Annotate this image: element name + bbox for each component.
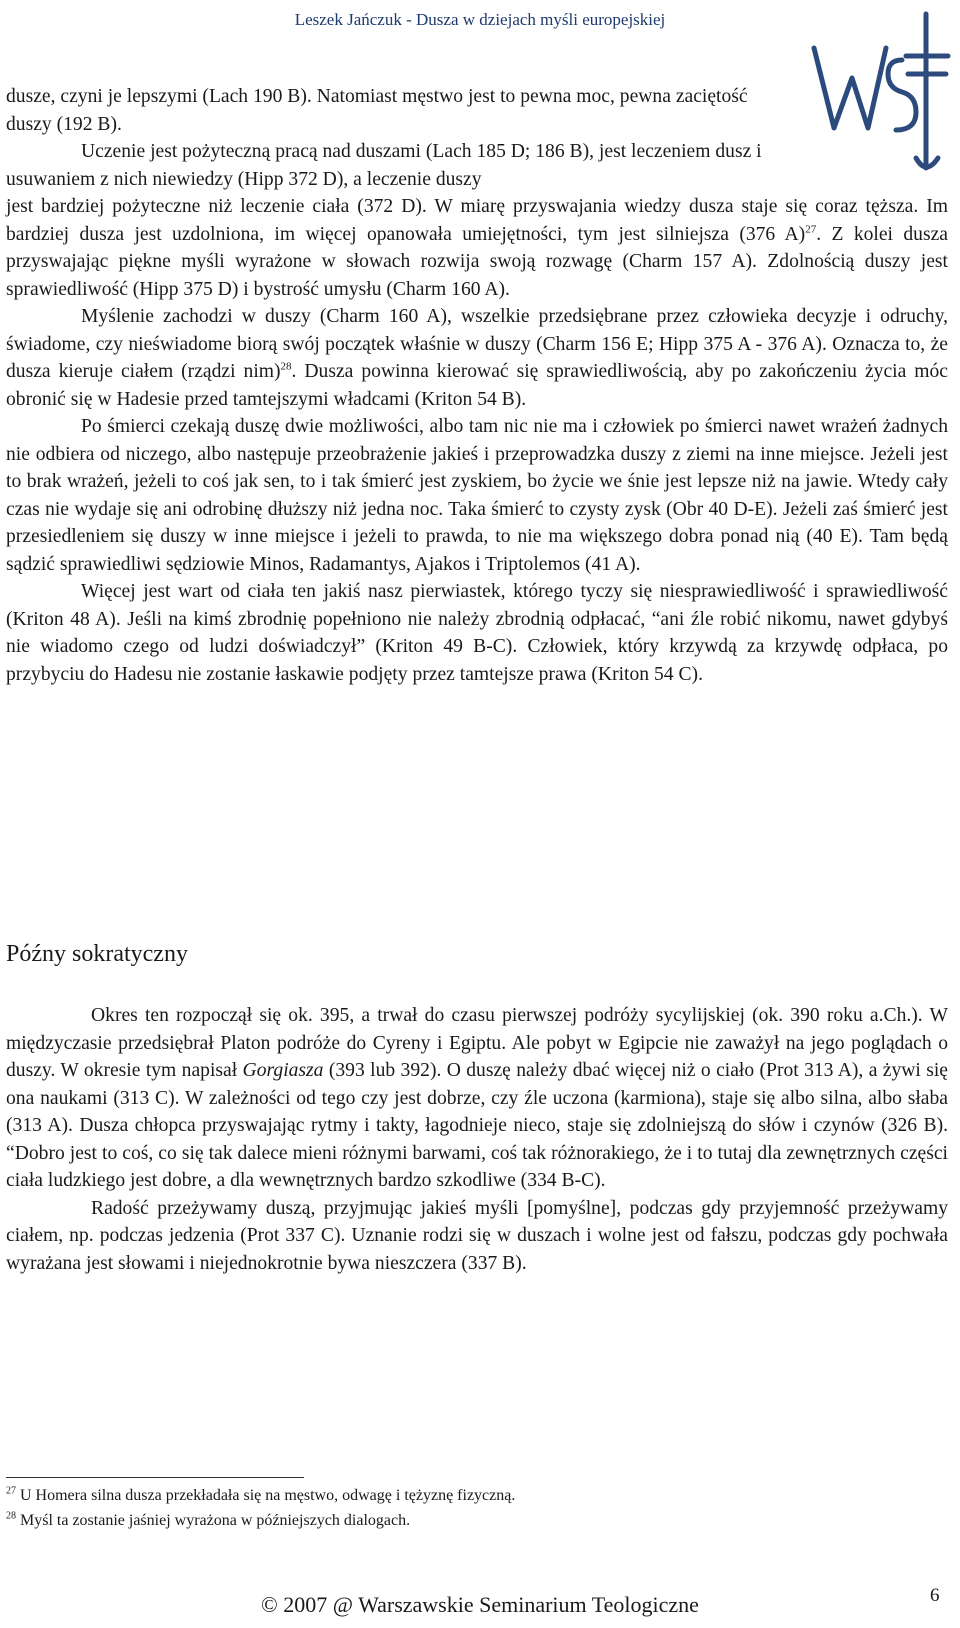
paragraph: Radość przeżywamy duszą, przyjmując jakieś myśli [pomyślne], podczas gdy przyjemność przeżywamy ciałem, np. podczas jedzenia (Prot 337 C). Uznanie rodzi się w duszach i wolne jest od fałszu, podczas gdy pochwała wyrażana jest słowami i niejednokrotnie bywa nieszczera (337 B). (6, 1197, 948, 1274)
paragraph (6, 193, 948, 303)
footnote (6, 1483, 515, 1508)
book-title: Gorgiasza (242, 1060, 324, 1081)
paragraph-text: jest bardziej pożyteczne niż leczenie ciała (372 D). W miarę przyswajania wiedzy dusza staje się coraz tęższa. Im bardziej dusza jest uzdolniona, im więcej opanowała umiejętności, tym jest silniejsza (376 A) (6, 196, 948, 245)
paragraph: Uczenie jest pożyteczną pracą nad duszami (Lach 185 D; 186 B), jest leczeniem dusz i usuwaniem z nich niewiedzy (Hipp 372 D), a leczenie duszy (6, 141, 762, 190)
footnote-number: 28 (6, 1510, 16, 1522)
paragraph-text: Okres ten rozpoczął się ok. 395, a trwał do czasu pierwszej podróży sycylijskiej (ok. 390 roku a.Ch.). W międzyczasie przedsiębrał Platon podróże do Cyreny i Egiptu. Ale pobyt w Egipcie nie zaważył na jego poglądach o duszy. W okresie tym napisał (6, 1005, 948, 1081)
footnote-ref[interactable]: 27 (805, 222, 817, 235)
paragraph: Po śmierci czekają duszę dwie możliwości, albo tam nic nie ma i człowiek po śmierci nawet wrażeń żadnych nie odbiera od niczego, albo następuje przeobrażenie jakieś i przeprowadzka duszy z ziemi na inne miejsce. Jeżeli jest to brak wrażeń, jeżeli to coś jak sen, to i tak śmierć jest zyskiem, bo życie we śnie jest lepsze niż na jawie. Wtedy cały czas nie wydaje się ani odrobinę dłuższy niż jedna noc. Taka śmierć to czysty zysk (Obr 40 D-E). Jeżeli zaś śmierć jest przesiedleniem się duszy w inne miejsce i jeżeli to prawda, to nie ma większego dobra ponad nią (40 E). Tam będą sądzić sprawiedliwi sędziowie Minos, Radamantys, Ajakos i Triptolemos (41 A). (6, 416, 948, 575)
footnote (6, 1508, 515, 1533)
footnote-text: Myśl ta zostanie jaśniej wyrażona w późniejszych dialogach. (20, 1512, 411, 1529)
section-body (6, 1002, 948, 1277)
paragraph (6, 1002, 948, 1195)
footnote-ref[interactable]: 28 (280, 360, 292, 373)
page-footer: © 2007 @ Warszawskie Seminarium Teologiczne (261, 1592, 699, 1617)
footnote-divider (6, 1477, 304, 1478)
footnote-number: 27 (6, 1485, 16, 1497)
paragraph (6, 303, 948, 413)
paragraph-text: . Z kolei dusza przyswajając piękne myśli wyrażone w słowach rozwija swoją rozwagę (Charm 157 A). Zdolnością duszy jest sprawiedliwość (Hipp 375 D) i bystrość umysłu (Charm 160 A). (6, 223, 948, 300)
paragraph-text: (393 lub 392). O duszę należy dbać więcej niż o ciało (Prot 313 A), a żywi się ona naukami (313 C). W zależności od tego czy jest dobrze, czy źle uczona (karmiona), staje się albo silna, albo słaba (313 A). Dusza chłopca przyswajając rytmy i takty, łagodnieje nieco, staje się zdolniejszą do słów i czynów (326 B). “Dobro jest to coś, co się tak dalece mieni różnymi barwami, coś tak różnorakiego, że i to tutaj dla zewnętrznych części ciała ludzkiego jest dobre, a dla wewnętrznych bardzo szkodliwe (334 B-C). (6, 1060, 948, 1191)
paragraph: dusze, czyni je lepszymi (Lach 190 B). Natomiast męstwo jest to pewna moc, pewna zaciętość duszy (192 B). (6, 86, 748, 135)
section-heading: Późny sokratyczny (6, 941, 188, 967)
paragraph-text: . Dusza powinna kierować się sprawiedliwością, aby po zakończeniu życia móc obronić się w Hadesie przed tamtejszymi władcami (Kriton 54 B). (6, 361, 948, 410)
page-header: Leszek Jańczuk - Dusza w dziejach myśli europejskiej (294, 10, 666, 29)
body-text (6, 83, 948, 688)
page-number: 6 (930, 1585, 940, 1606)
footnote-text: U Homera silna dusza przekładała się na męstwo, odwagę i tężyznę fizyczną. (20, 1487, 516, 1504)
paragraph-text: Myślenie zachodzi w duszy (Charm 160 A), wszelkie przedsiębrane przez człowieka decyzje i odruchy, świadome, czy nieświadome biorą swój początek właśnie w duszy (Charm 156 E; Hipp 375 A - 376 A). Oznacza to, że dusza kieruje ciałem (rządzi nim) (6, 306, 948, 382)
paragraph: Więcej jest wart od ciała ten jakiś nasz pierwiastek, którego tyczy się niesprawiedliwość i sprawiedliwość (Kriton 48 A). Jeśli na kimś zbrodnię popełniono nie należy zbrodnią odpłacać, “ani źle robić nikomu, nawet gdybyś nie wiadomo czego od ludzi doświadczył” (Kriton 49 B-C). Człowiek, który krzywdą za krzywdę odpłaca, po przybyciu do Hadesu nie zostanie łaskawie podjęty przez tamtejsze prawa (Kriton 54 C). (6, 581, 948, 685)
footnotes (6, 1483, 515, 1533)
